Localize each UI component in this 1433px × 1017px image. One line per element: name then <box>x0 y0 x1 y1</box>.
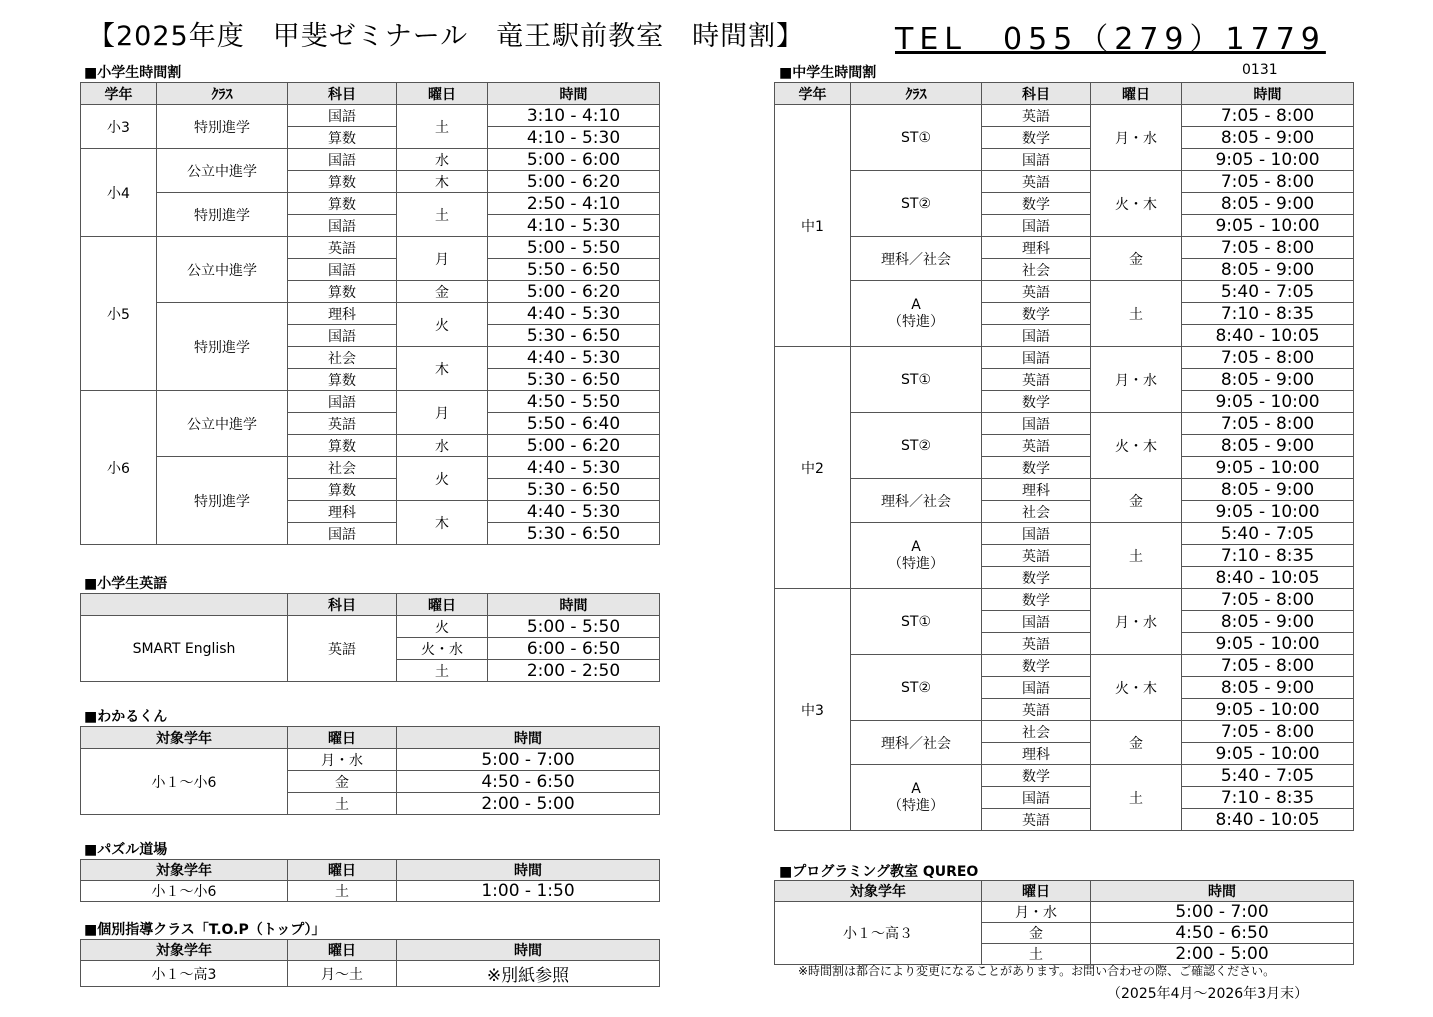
subject-cell: 国語 <box>982 325 1091 347</box>
english-timetable <box>80 593 660 682</box>
subject-cell: 数学 <box>982 457 1091 479</box>
day-cell: 火・木 <box>1091 413 1182 479</box>
time-cell: 7:05 - 8:00 <box>1182 237 1354 259</box>
class-cell: 特別進学 <box>157 193 288 237</box>
class-cell <box>851 281 982 347</box>
subject-cell: 国語 <box>288 105 397 127</box>
phone-number: TEL 055（279）1779 <box>895 22 1326 57</box>
col-header: 科目 <box>288 83 397 105</box>
time-cell: 8:40 - 10:05 <box>1182 809 1354 831</box>
footer-note: ※時間割は都合により変更になることがあります。お問い合わせの際、ご確認ください。 <box>798 964 1276 978</box>
day-cell: 月 <box>397 391 488 435</box>
subject-cell: 国語 <box>982 215 1091 237</box>
time-cell: 2:00 - 2:50 <box>488 660 660 682</box>
day-cell: 金 <box>1091 479 1182 523</box>
class-name: A <box>911 538 921 555</box>
subject-cell: 数学 <box>982 567 1091 589</box>
class-cell: 理科／社会 <box>851 721 982 765</box>
day-cell: 土 <box>1091 281 1182 347</box>
time-cell: 4:50 - 5:50 <box>488 391 660 413</box>
day-cell: 土 <box>1091 765 1182 831</box>
subject-cell: 社会 <box>982 501 1091 523</box>
subject-cell: 社会 <box>982 721 1091 743</box>
subject-cell: 理科 <box>982 479 1091 501</box>
time-cell: 8:05 - 9:00 <box>1182 479 1354 501</box>
time-cell: 9:05 - 10:00 <box>1182 633 1354 655</box>
subject-cell: 数学 <box>982 127 1091 149</box>
time-cell: 7:05 - 8:00 <box>1182 105 1354 127</box>
subject-cell: 英語 <box>288 237 397 259</box>
time-cell: 7:05 - 8:00 <box>1182 589 1354 611</box>
day-cell: 木 <box>397 171 488 193</box>
time-cell: 5:00 - 6:20 <box>488 435 660 457</box>
time-cell: 7:05 - 8:00 <box>1182 721 1354 743</box>
grade-cell: 中3 <box>775 589 851 831</box>
class-cell <box>851 765 982 831</box>
day-cell: 月・水 <box>1091 105 1182 171</box>
subject-cell: 算数 <box>288 127 397 149</box>
time-cell: 5:40 - 7:05 <box>1182 281 1354 303</box>
day-cell: 火・水 <box>397 638 488 660</box>
time-cell: 7:05 - 8:00 <box>1182 413 1354 435</box>
subject-cell: 国語 <box>982 677 1091 699</box>
subject-cell: 国語 <box>982 787 1091 809</box>
subject-cell: 英語 <box>982 105 1091 127</box>
time-cell: 5:00 - 6:00 <box>488 149 660 171</box>
subject-cell: 社会 <box>982 259 1091 281</box>
time-cell: 4:50 - 6:50 <box>1091 923 1354 944</box>
subject-cell: 国語 <box>982 523 1091 545</box>
day-cell: 月 <box>397 237 488 281</box>
puzzle-timetable <box>80 859 660 902</box>
time-cell: 7:10 - 8:35 <box>1182 303 1354 325</box>
class-cell: 公立中進学 <box>157 391 288 457</box>
time-cell: 9:05 - 10:00 <box>1182 149 1354 171</box>
class-cell: 理科／社会 <box>851 237 982 281</box>
col-header: 対象学年 <box>81 860 288 881</box>
elementary-timetable <box>80 82 660 545</box>
top-heading: ■個別指導クラス「T.O.P（トップ）」 <box>84 922 326 938</box>
subject-cell: 英語 <box>982 171 1091 193</box>
subject-cell: 理科 <box>982 237 1091 259</box>
day-cell: 金 <box>1091 237 1182 281</box>
time-cell: 5:30 - 6:50 <box>488 523 660 545</box>
col-header: 科目 <box>288 594 397 616</box>
subject-cell: 社会 <box>288 347 397 369</box>
col-header: 時間 <box>1091 881 1354 902</box>
col-header: 曜日 <box>397 83 488 105</box>
time-cell: 5:00 - 5:50 <box>488 237 660 259</box>
time-cell: 4:10 - 5:30 <box>488 215 660 237</box>
col-header: 対象学年 <box>775 881 982 902</box>
time-cell: 5:00 - 6:20 <box>488 171 660 193</box>
col-header: 曜日 <box>288 727 397 749</box>
time-cell: 7:05 - 8:00 <box>1182 655 1354 677</box>
time-cell: 4:40 - 5:30 <box>488 501 660 523</box>
class-note: （特進） <box>888 313 944 330</box>
junior-high-heading: ■中学生時間割 <box>779 65 877 81</box>
day-cell: 火・木 <box>1091 171 1182 237</box>
class-note: （特進） <box>888 555 944 572</box>
class-cell: 特別進学 <box>157 105 288 149</box>
time-cell: 9:05 - 10:00 <box>1182 743 1354 765</box>
col-header: 曜日 <box>288 860 397 881</box>
day-cell: 月～土 <box>288 961 397 987</box>
day-cell: 火 <box>397 616 488 638</box>
day-cell: 金 <box>288 771 397 793</box>
time-cell: 8:05 - 9:00 <box>1182 193 1354 215</box>
time-cell: 8:05 - 9:00 <box>1182 435 1354 457</box>
wakaru-heading: ■わかるくん <box>84 709 168 725</box>
time-cell: 5:00 - 7:00 <box>397 749 660 771</box>
day-cell: 土 <box>1091 523 1182 589</box>
subject-cell: 国語 <box>288 523 397 545</box>
time-cell: 9:05 - 10:00 <box>1182 501 1354 523</box>
col-header: 時間 <box>397 940 660 961</box>
subject-cell: 国語 <box>288 259 397 281</box>
grade-cell: 中1 <box>775 105 851 347</box>
puzzle-heading: ■パズル道場 <box>84 842 168 858</box>
time-cell: 8:05 - 9:00 <box>1182 677 1354 699</box>
qureo-timetable <box>774 880 1354 965</box>
time-cell: 8:05 - 9:00 <box>1182 259 1354 281</box>
target-cell: 小１～高３ <box>775 902 982 965</box>
grade-cell: 小6 <box>81 391 157 545</box>
time-cell: 5:30 - 6:50 <box>488 479 660 501</box>
subject-cell: 理科 <box>288 501 397 523</box>
time-cell: 7:10 - 8:35 <box>1182 545 1354 567</box>
col-header: 時間 <box>397 727 660 749</box>
subject-cell: 国語 <box>288 325 397 347</box>
time-cell: 8:05 - 9:00 <box>1182 127 1354 149</box>
time-cell: 1:00 - 1:50 <box>397 881 660 902</box>
subject-cell: 国語 <box>288 215 397 237</box>
col-header: 学年 <box>775 83 851 105</box>
subject-cell: 国語 <box>288 149 397 171</box>
subject-cell: 英語 <box>982 699 1091 721</box>
document-code: 0131 <box>1242 62 1278 78</box>
day-cell: 金 <box>397 281 488 303</box>
class-cell <box>851 523 982 589</box>
subject-cell: 英語 <box>982 369 1091 391</box>
day-cell: 水 <box>397 435 488 457</box>
top-timetable <box>80 939 660 987</box>
time-cell: 9:05 - 10:00 <box>1182 699 1354 721</box>
day-cell: 月・水 <box>1091 347 1182 413</box>
class-name: A <box>911 296 921 313</box>
subject-cell: 数学 <box>982 193 1091 215</box>
target-cell: 小１～小6 <box>81 881 288 902</box>
class-cell: ST① <box>851 347 982 413</box>
time-cell: 6:00 - 6:50 <box>488 638 660 660</box>
time-cell: 5:50 - 6:40 <box>488 413 660 435</box>
day-cell: 木 <box>397 501 488 545</box>
day-cell: 水 <box>397 149 488 171</box>
day-cell: 火 <box>397 303 488 347</box>
subject-cell: 算数 <box>288 281 397 303</box>
subject-cell: 英語 <box>288 616 397 682</box>
time-cell: 8:40 - 10:05 <box>1182 325 1354 347</box>
subject-cell: 英語 <box>982 545 1091 567</box>
time-cell: 9:05 - 10:00 <box>1182 215 1354 237</box>
col-header: 時間 <box>488 83 660 105</box>
class-name: A <box>911 780 921 797</box>
subject-cell: 国語 <box>982 149 1091 171</box>
time-cell: 4:50 - 6:50 <box>397 771 660 793</box>
col-header: 時間 <box>397 860 660 881</box>
class-cell: ST① <box>851 105 982 171</box>
time-cell: 9:05 - 10:00 <box>1182 457 1354 479</box>
time-cell: 4:40 - 5:30 <box>488 347 660 369</box>
time-cell: 8:05 - 9:00 <box>1182 611 1354 633</box>
time-cell: 2:50 - 4:10 <box>488 193 660 215</box>
subject-cell: 理科 <box>288 303 397 325</box>
col-header: 時間 <box>1182 83 1354 105</box>
subject-cell: 数学 <box>982 391 1091 413</box>
wakaru-timetable <box>80 726 660 815</box>
time-cell: 9:05 - 10:00 <box>1182 391 1354 413</box>
day-cell: 火・木 <box>1091 655 1182 721</box>
col-header: 曜日 <box>1091 83 1182 105</box>
subject-cell: 算数 <box>288 479 397 501</box>
time-cell: 5:00 - 7:00 <box>1091 902 1354 923</box>
time-cell: 3:10 - 4:10 <box>488 105 660 127</box>
junior-high-timetable <box>774 82 1354 831</box>
day-cell: 土 <box>397 105 488 149</box>
class-cell: 特別進学 <box>157 303 288 391</box>
time-cell: 7:05 - 8:00 <box>1182 347 1354 369</box>
grade-cell: 中2 <box>775 347 851 589</box>
time-cell: 5:30 - 6:50 <box>488 369 660 391</box>
time-cell: 5:30 - 6:50 <box>488 325 660 347</box>
subject-cell: 国語 <box>982 413 1091 435</box>
day-cell: 土 <box>397 193 488 237</box>
subject-cell: 数学 <box>982 655 1091 677</box>
col-header: 科目 <box>982 83 1091 105</box>
col-header: 対象学年 <box>81 727 288 749</box>
class-cell: ST② <box>851 413 982 479</box>
subject-cell: 国語 <box>982 347 1091 369</box>
subject-cell: 英語 <box>982 809 1091 831</box>
time-cell: 5:40 - 7:05 <box>1182 765 1354 787</box>
col-header: 曜日 <box>982 881 1091 902</box>
col-header: ｸﾗｽ <box>157 83 288 105</box>
time-cell: ※別紙参照 <box>397 961 660 987</box>
time-cell: 2:00 - 5:00 <box>1091 944 1354 965</box>
class-cell: 特別進学 <box>157 457 288 545</box>
day-cell: 土 <box>982 944 1091 965</box>
time-cell: 5:50 - 6:50 <box>488 259 660 281</box>
class-cell: ST① <box>851 589 982 655</box>
time-cell: 7:10 - 8:35 <box>1182 787 1354 809</box>
subject-cell: 国語 <box>288 391 397 413</box>
subject-cell: 理科 <box>982 743 1091 765</box>
class-note: （特進） <box>888 797 944 814</box>
day-cell: 金 <box>1091 721 1182 765</box>
day-cell: 土 <box>397 660 488 682</box>
subject-cell: 国語 <box>982 611 1091 633</box>
grade-cell: 小3 <box>81 105 157 149</box>
col-header: 対象学年 <box>81 940 288 961</box>
time-cell: 4:40 - 5:30 <box>488 457 660 479</box>
subject-cell: 算数 <box>288 435 397 457</box>
day-cell: 月・水 <box>288 749 397 771</box>
target-cell: 小１～小6 <box>81 749 288 815</box>
class-cell: ST② <box>851 655 982 721</box>
subject-cell: 英語 <box>982 435 1091 457</box>
grade-cell: 小4 <box>81 149 157 237</box>
col-header: 曜日 <box>288 940 397 961</box>
day-cell: 金 <box>982 923 1091 944</box>
subject-cell: 英語 <box>982 281 1091 303</box>
course-cell: SMART English <box>81 616 288 682</box>
day-cell: 土 <box>288 881 397 902</box>
time-cell: 5:00 - 5:50 <box>488 616 660 638</box>
day-cell: 土 <box>288 793 397 815</box>
col-header: ｸﾗｽ <box>851 83 982 105</box>
time-cell: 5:40 - 7:05 <box>1182 523 1354 545</box>
time-cell: 4:40 - 5:30 <box>488 303 660 325</box>
subject-cell: 数学 <box>982 589 1091 611</box>
elementary-heading: ■小学生時間割 <box>84 65 182 81</box>
page-title: 【2025年度 甲斐ゼミナール 竜王駅前教室 時間割】 <box>88 21 805 52</box>
col-header: 曜日 <box>397 594 488 616</box>
time-cell: 8:05 - 9:00 <box>1182 369 1354 391</box>
grade-cell: 小5 <box>81 237 157 391</box>
day-cell: 月・水 <box>982 902 1091 923</box>
day-cell: 火 <box>397 457 488 501</box>
subject-cell: 数学 <box>982 303 1091 325</box>
time-cell: 7:05 - 8:00 <box>1182 171 1354 193</box>
col-header: 時間 <box>488 594 660 616</box>
qureo-heading: ■プログラミング教室 QUREO <box>779 864 979 880</box>
subject-cell: 英語 <box>288 413 397 435</box>
class-cell: 理科／社会 <box>851 479 982 523</box>
subject-cell: 数学 <box>982 765 1091 787</box>
col-header: 学年 <box>81 83 157 105</box>
target-cell: 小１～高3 <box>81 961 288 987</box>
time-cell: 5:00 - 6:20 <box>488 281 660 303</box>
day-cell: 木 <box>397 347 488 391</box>
subject-cell: 算数 <box>288 369 397 391</box>
time-cell: 4:10 - 5:30 <box>488 127 660 149</box>
english-heading: ■小学生英語 <box>84 576 168 592</box>
col-header <box>81 594 288 616</box>
time-cell: 8:40 - 10:05 <box>1182 567 1354 589</box>
subject-cell: 社会 <box>288 457 397 479</box>
subject-cell: 算数 <box>288 193 397 215</box>
day-cell: 月・水 <box>1091 589 1182 655</box>
valid-period: （2025年4月～2026年3月末） <box>1107 986 1309 1002</box>
class-cell: ST② <box>851 171 982 237</box>
class-cell: 公立中進学 <box>157 237 288 303</box>
subject-cell: 英語 <box>982 633 1091 655</box>
class-cell: 公立中進学 <box>157 149 288 193</box>
subject-cell: 算数 <box>288 171 397 193</box>
time-cell: 2:00 - 5:00 <box>397 793 660 815</box>
